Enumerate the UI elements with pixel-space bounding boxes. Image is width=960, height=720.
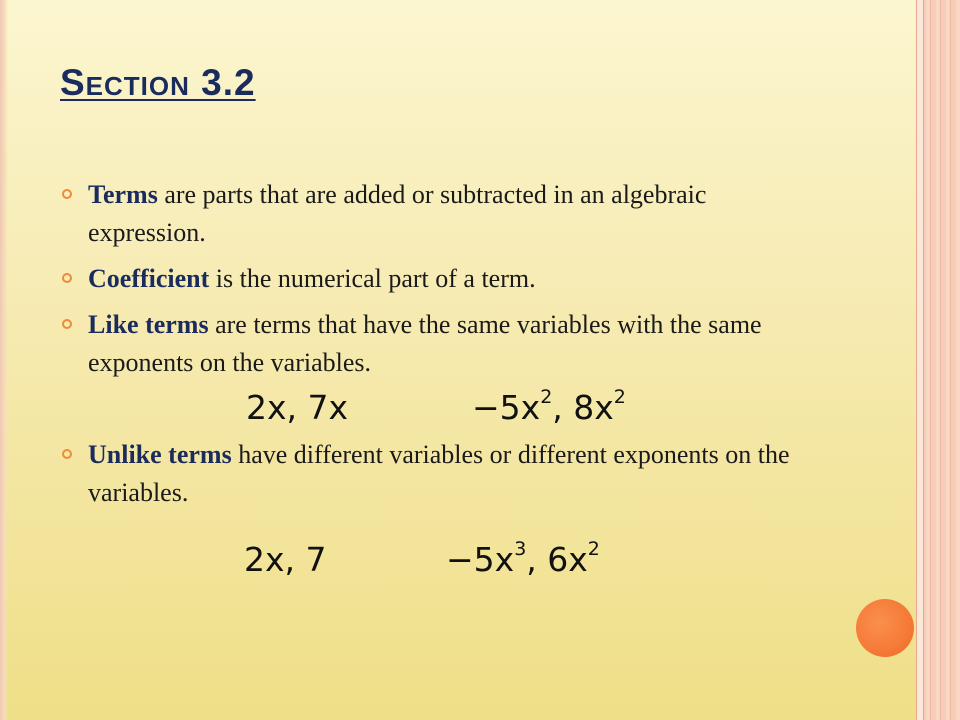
right-stripe-highlight	[916, 0, 924, 720]
like-terms-example	[62, 382, 822, 436]
bullet-item-like-terms	[62, 306, 822, 382]
orange-circle-decoration	[856, 599, 914, 657]
bullet-ring-icon	[62, 273, 72, 283]
bullet-term: Terms	[88, 180, 158, 209]
unlike-example-right-a: −5x	[446, 540, 515, 579]
bullet-term: Coefficient	[88, 264, 210, 293]
like-example-left: 2x, 7x	[246, 388, 349, 427]
bullet-text: is the numerical part of a term.	[209, 264, 536, 293]
like-example-right-b-exponent: 2	[613, 386, 626, 408]
bullet-ring-icon	[62, 319, 72, 329]
bullet-term: Like terms	[88, 310, 209, 339]
like-example-right	[472, 388, 626, 427]
unlike-terms-example	[62, 534, 822, 588]
unlike-example-left: 2x, 7	[244, 540, 327, 579]
like-example-right-a: −5x	[472, 388, 541, 427]
like-example-right-b: , 8x	[552, 388, 614, 427]
unlike-example-right	[446, 540, 600, 579]
unlike-example-right-b-exponent: 2	[587, 538, 600, 560]
bullet-ring-icon	[62, 449, 72, 459]
bullet-item-coefficient	[62, 260, 822, 298]
bullet-ring-icon	[62, 189, 72, 199]
bullet-text: are terms that have the same variables with the same exponents on the variables.	[88, 310, 762, 377]
bullet-text: are parts that are added or subtracted in an algebraic expression.	[88, 180, 707, 247]
slide-title: Section 3.2	[60, 62, 256, 103]
bullet-item-unlike-terms	[62, 436, 822, 512]
bullet-term: Unlike terms	[88, 440, 232, 469]
bullet-list	[62, 176, 822, 588]
bullet-item-terms	[62, 176, 822, 252]
bullet-text: have different variables or different exponents on the variables.	[88, 440, 790, 507]
unlike-example-right-b: , 6x	[526, 540, 588, 579]
like-example-right-a-exponent: 2	[540, 386, 553, 408]
unlike-example-right-a-exponent: 3	[514, 538, 527, 560]
left-edge-decoration	[0, 0, 8, 720]
